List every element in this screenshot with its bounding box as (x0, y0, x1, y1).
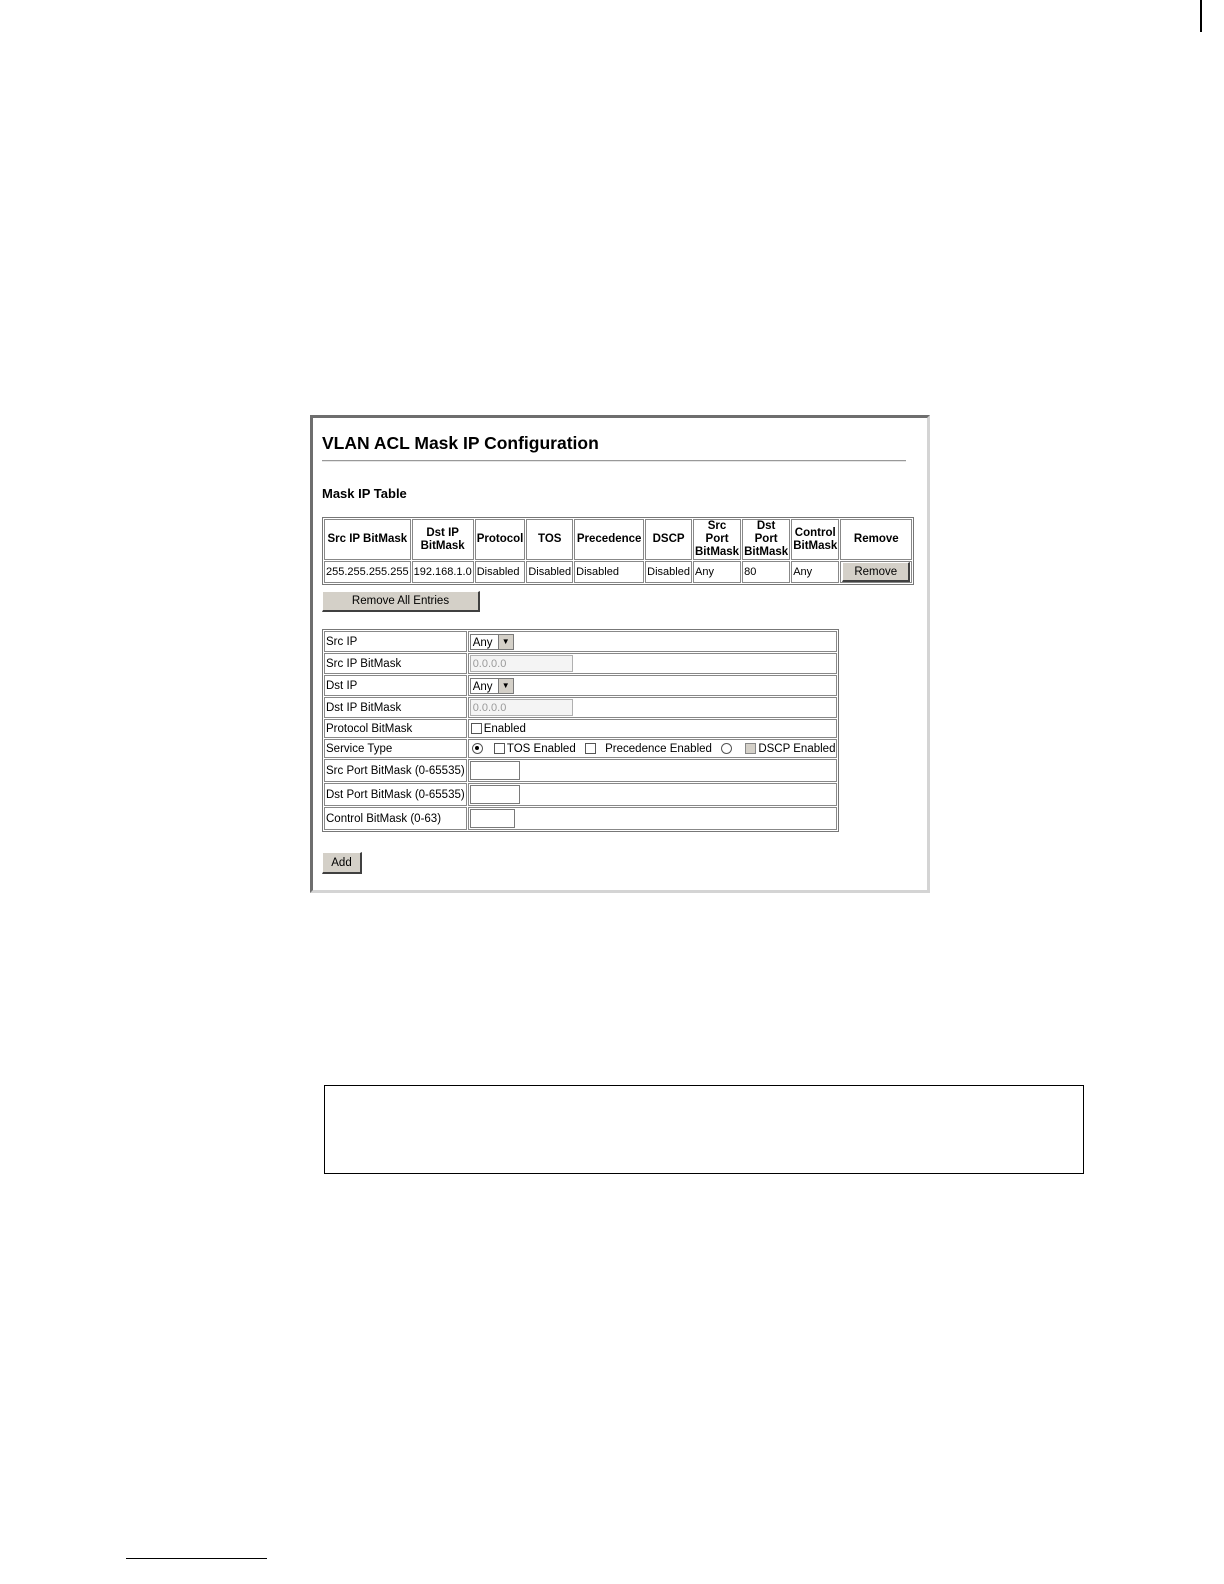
form-row-protocol-bitmask (324, 719, 837, 738)
form-row-src-port-bitmask (324, 759, 837, 782)
cell-src-ip-bitmask: 255.255.255.255 (324, 561, 411, 583)
title-divider (322, 460, 906, 462)
corner-marker-line (1200, 0, 1202, 32)
col-header-dst-ip-bitmask: Dst IP BitMask (412, 519, 474, 560)
dst-ip-bitmask-label: Dst IP BitMask (324, 697, 467, 718)
mask-ip-table (322, 517, 914, 585)
dscp-enabled-label: DSCP Enabled (758, 742, 836, 755)
dst-ip-select[interactable] (470, 678, 514, 694)
cell-protocol: Disabled (475, 561, 526, 583)
form-row-dst-ip-bitmask (324, 697, 837, 718)
form-row-dst-port-bitmask (324, 783, 837, 806)
precedence-enabled-checkbox[interactable] (585, 743, 596, 754)
note-box (324, 1085, 1084, 1174)
cell-tos: Disabled (526, 561, 573, 583)
protocol-enabled-checkbox[interactable] (471, 723, 482, 734)
remove-row-button[interactable]: Remove (842, 562, 910, 582)
control-bitmask-cell (468, 807, 838, 830)
dst-ip-select-value: Any (472, 680, 493, 693)
src-port-bitmask-label: Src Port BitMask (0-65535) (324, 759, 467, 782)
service-type-tos-radio[interactable] (472, 743, 483, 754)
form-row-src-ip-bitmask (324, 653, 837, 674)
precedence-enabled-label: Precedence Enabled (605, 742, 712, 755)
col-header-remove: Remove (840, 519, 912, 560)
col-header-protocol: Protocol (475, 519, 526, 560)
control-bitmask-input[interactable] (470, 809, 515, 828)
src-ip-label: Src IP (324, 631, 467, 652)
cell-remove (840, 561, 912, 583)
cell-control-bitmask: Any (791, 561, 839, 583)
service-type-label: Service Type (324, 739, 467, 758)
form-row-src-ip (324, 631, 837, 652)
chevron-down-icon: ▼ (498, 635, 513, 649)
cell-dst-ip-bitmask: 192.168.1.0 (412, 561, 474, 583)
remove-all-entries-button[interactable]: Remove All Entries (322, 591, 480, 612)
dst-ip-bitmask-input[interactable] (470, 699, 573, 716)
src-ip-select-value: Any (472, 636, 493, 649)
form-row-service-type (324, 739, 837, 758)
control-bitmask-label: Control BitMask (0-63) (324, 807, 467, 830)
cell-dscp: Disabled (645, 561, 692, 583)
src-port-bitmask-input[interactable] (470, 761, 520, 780)
form-row-dst-ip (324, 675, 837, 696)
dst-ip-cell (468, 675, 838, 696)
table-header-row (324, 519, 912, 560)
table-row (324, 561, 912, 583)
col-header-precedence: Precedence (574, 519, 644, 560)
cell-precedence: Disabled (574, 561, 644, 583)
footer-divider (126, 1558, 267, 1559)
protocol-bitmask-cell (468, 719, 838, 738)
col-header-control-bitmask: Control BitMask (791, 519, 839, 560)
dst-ip-label: Dst IP (324, 675, 467, 696)
src-ip-cell (468, 631, 838, 652)
col-header-dst-port-bitmask: Dst Port BitMask (744, 520, 789, 558)
cell-src-port-bitmask: Any (693, 561, 741, 583)
col-header-tos: TOS (526, 519, 573, 560)
src-ip-select[interactable] (470, 634, 514, 650)
add-mask-form (322, 629, 839, 832)
src-ip-bitmask-input[interactable] (470, 655, 573, 672)
chevron-down-icon: ▼ (498, 679, 513, 693)
col-header-src-ip-bitmask: Src IP BitMask (324, 519, 411, 560)
form-row-control-bitmask (324, 807, 837, 830)
tos-enabled-label: TOS Enabled (506, 742, 576, 755)
dst-ip-bitmask-cell (468, 697, 838, 718)
protocol-enabled-label: Enabled (483, 722, 526, 735)
src-ip-bitmask-cell (468, 653, 838, 674)
dst-port-bitmask-cell (468, 783, 838, 806)
src-ip-bitmask-label: Src IP BitMask (324, 653, 467, 674)
protocol-bitmask-label: Protocol BitMask (324, 719, 467, 738)
tos-enabled-checkbox[interactable] (494, 743, 505, 754)
add-button[interactable]: Add (322, 852, 362, 874)
section-title: Mask IP Table (322, 486, 407, 501)
service-type-cell (468, 739, 838, 758)
page-title: VLAN ACL Mask IP Configuration (322, 433, 599, 453)
col-header-dscp: DSCP (645, 519, 692, 560)
dst-port-bitmask-label: Dst Port BitMask (0-65535) (324, 783, 467, 806)
dst-port-bitmask-input[interactable] (470, 785, 520, 804)
cell-dst-port-bitmask: 80 (742, 561, 790, 583)
col-header-src-port-bitmask: Src Port BitMask (694, 520, 740, 558)
src-port-bitmask-cell (468, 759, 838, 782)
dscp-enabled-checkbox[interactable] (745, 743, 756, 754)
service-type-dscp-radio[interactable] (721, 743, 732, 754)
config-window (310, 415, 930, 893)
